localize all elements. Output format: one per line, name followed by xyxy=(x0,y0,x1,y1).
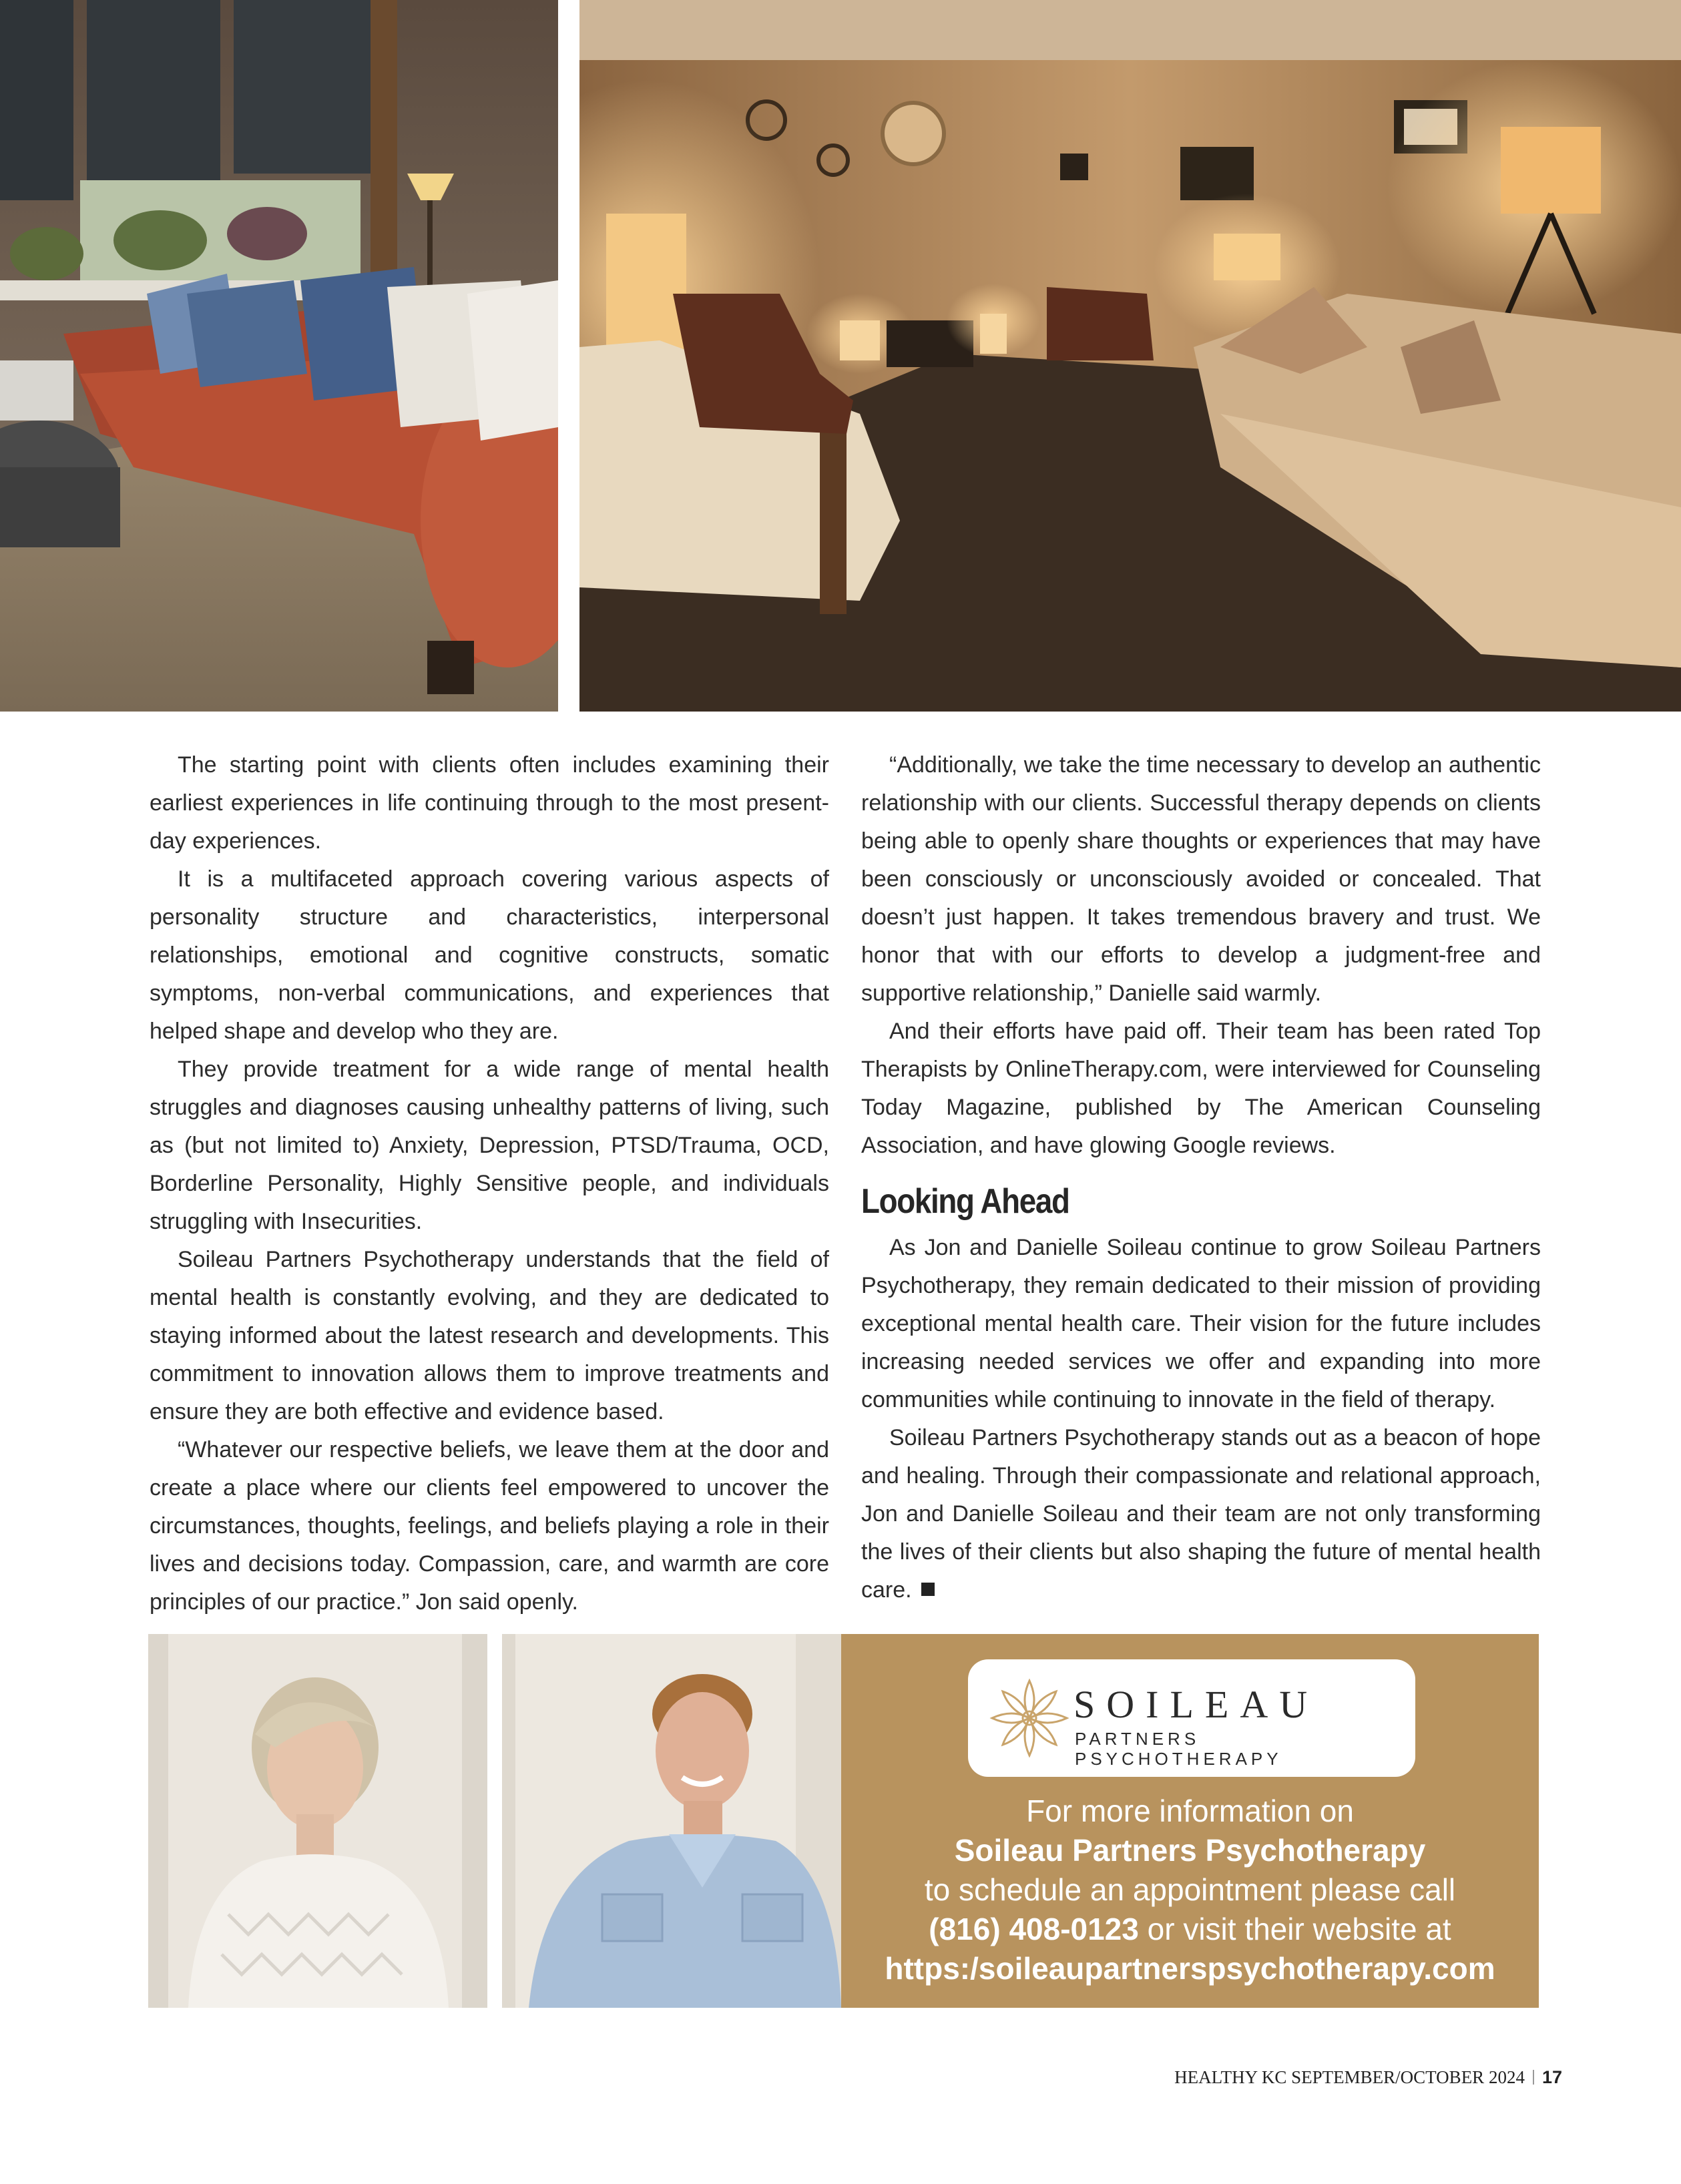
end-mark-icon xyxy=(921,1583,935,1596)
article-paragraph: “Additionally, we take the time necessary to develop an authentic relationship with our clients. Successful therapy depends on clients being able to openly share thoughts or experiences that may have been consciously or unconsciously avoided or concealed. That doesn’t just happen. It takes tremendous bravery and trust. We honor that with our efforts to develop a judgment-free and supportive relationship,” Danielle said warmly. xyxy=(861,752,1541,1006)
article-paragraph: Soileau Partners Psychotherapy understands that the field of mental health is constantly evolving, and they are dedicated to staying informed about the latest research and developments. This commitment to innovation allows them to improve treatments and ensure they are both effective and evidence based. xyxy=(150,1247,829,1424)
article-paragraph: They provide treatment for a wide range of mental health struggles and diagnoses causing unhealthy patterns of living, such as (but not limited to) Anxiety, Depression, PTSD/Trauma, OCD, Borderline Personality, Highly Sensitive people, and individuals struggling with Insecurities. xyxy=(150,1057,829,1234)
info-company-name: Soileau Partners Psychotherapy xyxy=(954,1833,1426,1868)
publication-name: HEALTHY KC SEPTEMBER/OCTOBER 2024 xyxy=(1174,2067,1525,2087)
article-paragraph: “Whatever our respective beliefs, we leave them at the door and create a place where our clients feel empowered to uncover the circumstances, thoughts, feelings, and beliefs playing a role in their lives and decisions today. Compassion, care, and warmth are core principles of our practice.” Jon said openly. xyxy=(150,1437,829,1615)
article-paragraph: It is a multifaceted approach covering various aspects of personality structure and characteristics, interpersonal relationships, emotional and cognitive constructs, somatic symptoms, non-verbal communications, and experiences that helped shape and develop who they are. xyxy=(150,866,829,1044)
logo-subtitle: PARTNERS PSYCHOTHERAPY xyxy=(1075,1729,1282,1769)
section-heading: Looking Ahead xyxy=(861,1182,1069,1221)
portrait-man xyxy=(502,1634,841,2008)
footer-divider xyxy=(1533,2070,1534,2085)
therapy-room-photo xyxy=(579,0,1681,712)
article-paragraph: As Jon and Danielle Soileau continue to grow Soileau Partners Psychotherapy, they remain dedicated to their mission of providing exceptional mental health care. Their vision for the future includes increasing needed services we offer and expanding into more communities while continuing to innovate in the field of therapy. xyxy=(861,1235,1541,1412)
info-line: to schedule an appointment please call xyxy=(924,1872,1456,1907)
therapy-room-lamps-photo xyxy=(579,0,1681,712)
contact-info-panel xyxy=(841,1634,1539,2008)
website-link[interactable]: https:/soileaupartnerspsychotherapy.com xyxy=(885,1951,1495,1986)
company-logo xyxy=(968,1659,1415,1777)
page-number: 17 xyxy=(1541,2067,1562,2087)
living-room-photo xyxy=(0,0,558,712)
living-room-orange-sofa-photo xyxy=(0,0,558,712)
portrait-woman xyxy=(148,1634,487,2008)
article-paragraph: The starting point with clients often includes examining their earliest experiences in life continuing through to the most present-day experiences. xyxy=(150,752,829,854)
article-paragraph xyxy=(861,1419,1541,1609)
info-line-text: or visit their website at xyxy=(1138,1912,1451,1946)
logo-name: SOILEAU xyxy=(1073,1683,1319,1726)
lotus-mandala-icon xyxy=(985,1674,1073,1762)
info-line: For more information on xyxy=(1026,1794,1354,1828)
article-column-right xyxy=(861,746,1541,1609)
phone-number[interactable]: (816) 408-0123 xyxy=(929,1912,1139,1946)
article-column-left xyxy=(150,746,829,1621)
portrait-woman-photo xyxy=(148,1634,487,2008)
portrait-man-photo xyxy=(502,1634,841,2008)
contact-info-text xyxy=(841,1792,1539,1988)
article-paragraph-text: Soileau Partners Psychotherapy stands out as a beacon of hope and healing. Through their compassionate and relational approach, Jon and Danielle Soileau and their team are not only transforming the lives of their clients but also shaping the future of mental health care. xyxy=(861,1425,1541,1603)
info-line xyxy=(841,1910,1539,1949)
article-paragraph: And their efforts have paid off. Their team has been rated Top Therapists by OnlineTherapy.com, were interviewed for Counseling Today Magazine, published by The American Counseling Association, and have glowing Google reviews. xyxy=(861,1019,1541,1158)
page-footer xyxy=(1174,2067,1562,2088)
